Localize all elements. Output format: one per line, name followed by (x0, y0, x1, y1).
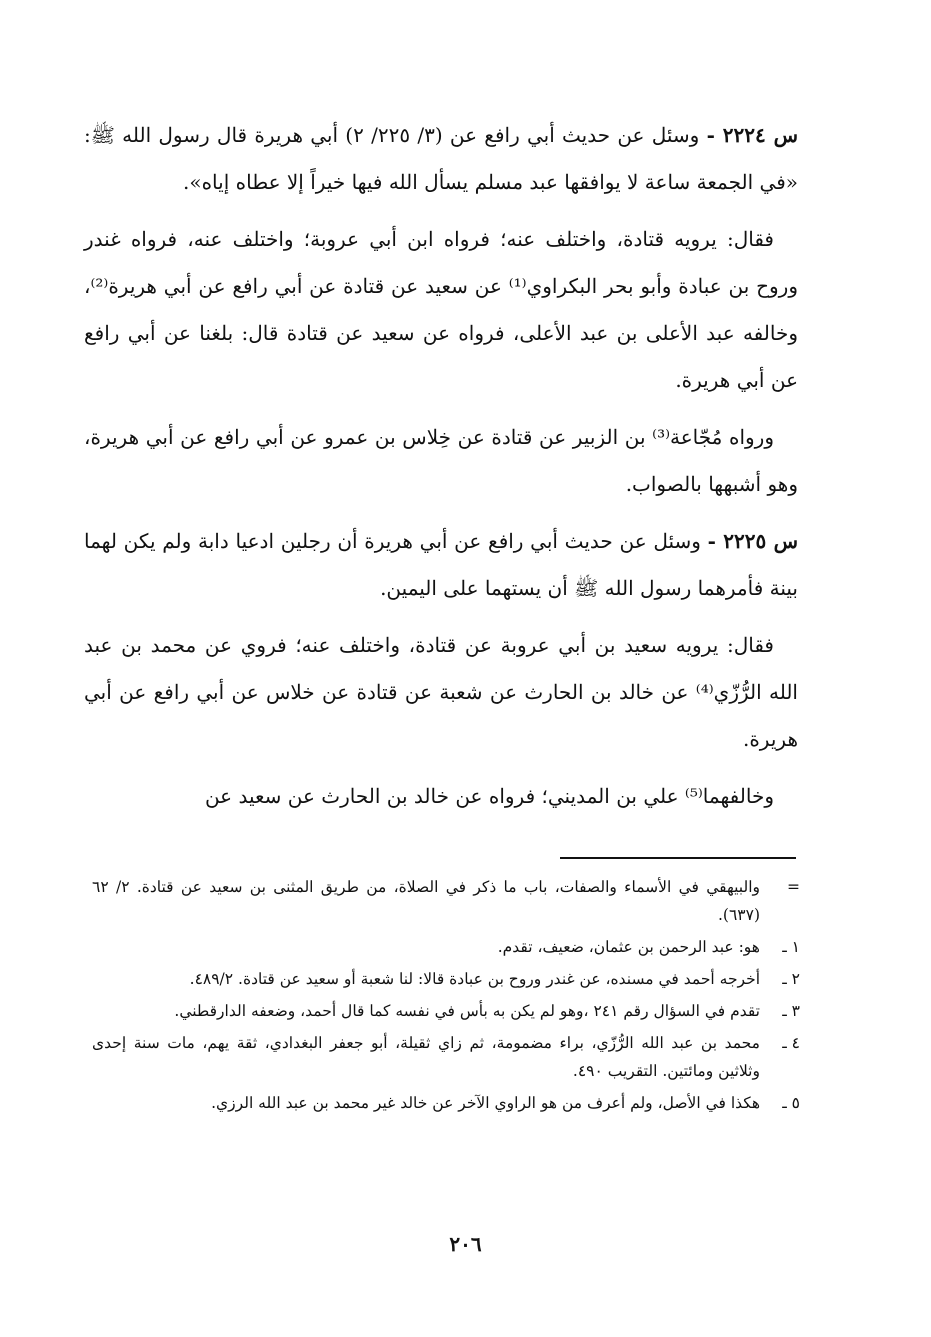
footnote-text: والبيهقي في الأسماء والصفات، باب ما ذكر في الصلاة، من طريق المثنى بن سعيد عن قتادة. ٢/ ٦٢ (٦٣٧). (92, 878, 760, 924)
answer-paragraph: فقال: يرويه قتادة، واختلف عنه؛ فرواه ابن أبي عروبة؛ واختلف عنه، فرواه غندر وروح بن عبادة وأبو بحر البكراوي⁽¹⁾ عن سعيد عن قتادة عن أبي رافع عن أبي هريرة⁽²⁾، وخالفه عبد الأعلى بن عبد الأعلى، فرواه عن سعيد عن قتادة قال: بلغنا عن أبي رافع عن أبي هريرة. (84, 227, 798, 392)
footnote-text: هو: عبد الرحمن بن عثمان، ضعيف، تقدم. (497, 938, 760, 956)
footnote (92, 1089, 800, 1117)
answer-paragraph: ورواه مُجّاعة⁽³⁾ بن الزبير عن قتادة عن خِلاس بن عمرو عن أبي رافع عن أبي هريرة، وهو أشبهها بالصواب. (84, 425, 798, 496)
question-2225 (84, 518, 798, 612)
footnote (92, 1029, 800, 1085)
question-number: س ٢٢٢٤ - (706, 123, 798, 147)
main-text (84, 112, 798, 830)
footnote-number: ٢ ـ (782, 970, 800, 988)
answer-paragraph: فقال: يرويه سعيد بن أبي عروبة عن قتادة، واختلف عنه؛ فروي عن محمد بن عبد الله الرُّزّي⁽⁴⁾ عن خالد بن الحارث عن شعبة عن قتادة عن خلاس عن أبي رافع عن أبي هريرة. (84, 633, 798, 751)
answer-paragraph: وخالفهما⁽⁵⁾ علي بن المديني؛ فرواه عن خالد بن الحارث عن سعيد عن (204, 784, 774, 808)
footnote (92, 933, 800, 961)
footnote-separator (560, 857, 796, 859)
footnote (92, 965, 800, 993)
question-2224 (84, 112, 798, 206)
question-number: س ٢٢٢٥ - (707, 529, 798, 553)
footnote-number: ٥ ـ (782, 1094, 800, 1112)
footnote-text: هكذا في الأصل، ولم أعرف من هو الراوي الآخر عن خالد غير محمد بن عبد الله الرزي. (211, 1094, 760, 1112)
page-number: ٢٠٦ (449, 1232, 482, 1256)
footnote-text: تقدم في السؤال رقم ٢٤١ ،وهو لم يكن به بأس في نفسه كما قال أحمد، وضعفه الدارقطني. (174, 1002, 760, 1020)
footnote (92, 873, 800, 929)
footnote-number: ١ ـ (782, 938, 800, 956)
footnotes (92, 873, 800, 1121)
footnote-text: محمد بن عبد الله الرُّزّي، براء مضمومة، ثم زاي ثقيلة، أبو جعفر البغدادي، ثقة يهم، مات سنة إحدى وثلاثين ومائتين. التقريب ٤٩٠. (92, 1034, 760, 1080)
footnote-number: = (787, 878, 800, 896)
footnote (92, 997, 800, 1025)
footnote-number: ٣ ـ (782, 1002, 800, 1020)
footnote-text: أخرجه أحمد في مسنده، عن غندر وروح بن عبادة قالا: لنا شعبة أو سعيد عن قتادة. ٤٨٩/٢. (189, 970, 760, 988)
question-text: وسئل عن حديث أبي رافع عن (٣/ ٢٢٥/ ٢) أبي هريرة قال رسول الله ﷺ: «في الجمعة ساعة لا يوافقها عبد مسلم يسأل الله فيها خيراً إلا عطاه إياه». (84, 123, 798, 194)
footnote-number: ٤ ـ (782, 1034, 800, 1052)
question-text: وسئل عن حديث أبي رافع عن أبي هريرة أن رجلين ادعيا دابة ولم يكن لهما بينة فأمرهما رسول الله ﷺ أن يستهما على اليمين. (84, 529, 798, 600)
